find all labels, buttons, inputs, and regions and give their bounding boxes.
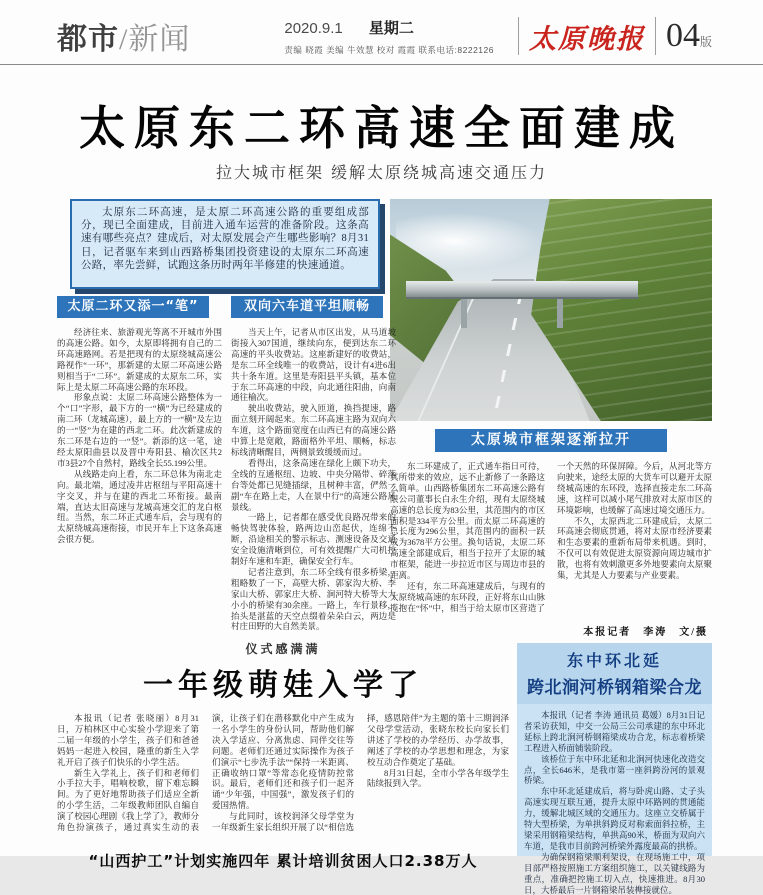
bridge-headline-line1: 东中环北延 (566, 651, 662, 670)
body-paragraph: 本报讯（记者 张晓丽）8月31日，万柏林区中心实验小学迎来了第二届一年级的小学生，孩子们和爸爸妈妈一起进入校园，隆重的新生入学礼开启了孩子们快乐的小学生活。 (57, 713, 199, 767)
body-paragraph: 该桥位于东中环北延和北涧河快速化改造交点，全长646米，是我市第一座斜跨汾河的景观桥梁。 (524, 753, 705, 786)
body-paragraph: 记者注意到，东二环全线有很多桥梁，粗略数了一下，高壁大桥、郭家沟大桥、李家山大桥、郭家庄大桥、涧河特大桥等大大小小的桥梁有30余座。一路上，车行景移，抬头是湛蓝的天空点缀着朵朵白云，两边是村庄田野的大自然美景。 (231, 566, 396, 632)
lead-photo-block (390, 199, 712, 638)
paper-logo: 太原晚报 (528, 23, 645, 54)
byline: 本报记者 李涛 文/摄 (583, 627, 708, 638)
main-headline: 太原东二环高速全面建成 (79, 101, 684, 155)
body-paragraph: 为确保钢箱梁顺利架设，在现场施工中，项目部严格按照施工方案组织施工，以关键线路为重点，准确把控施工切入点，快速推进。8月30日，大桥最后一片钢箱梁吊装榫接就位。 (524, 851, 705, 895)
framework-section-text (390, 461, 712, 619)
intro-box (70, 199, 380, 289)
body-paragraph: 从线路走向上看，东二环总体为南北走向。最北端，通过凌井店枢纽与平阳高速十字交叉，并与在建的西北二环衔接。最南端，直达太旧高速与龙城高速交汇的龙白枢纽。当然，东二环正式通车后，会与现有的太原绕城高速衔接，市民开车上下这条高速会很方便。 (57, 468, 222, 545)
body-paragraph: 8月31日起，全市小学各年级学生陆续报到入学。 (367, 767, 509, 789)
masthead-center (284, 17, 494, 56)
body-paragraph: 当天上午，记者从市区出发，从马道坡街接入307国道，继续向东，便到达东二环高速的平头收费站。这座新建好的收费站，是东二环全线唯一的收费站，设计有4进6出共十条车道。这里是寿阳县平头镇，基本位于东二环高速的中段，向北通往阳曲，向南通往榆次。 (231, 327, 396, 403)
school-kicker: 仪式感满满 (245, 642, 321, 656)
caregiver-program-headline: “山西护工”计划实施四年 累计培训贫困人口2.38万人 (88, 852, 478, 870)
school-headline: 一年级萌娃入学了 (143, 668, 423, 703)
masthead-divider-2 (655, 17, 656, 55)
intro-text: 太原东二环高速，是太原二环高速公路的重要组成部分，现已全面建成，目前进入通车运营的准备阶段。这条高速有哪些亮点？建成后，对太原发展会产生哪些影响？8月31日，记者驱车来到山西路桥集团投资建设的太原东二环高速公路，率先尝鲜，试跑这条历时两年半修建的快速通道。 (81, 207, 369, 271)
page-number (666, 17, 712, 55)
masthead-rule (0, 64, 763, 65)
column-heading: 太原二环又添一“笔” (57, 296, 209, 318)
body-paragraph: 一路上，记者都在感受优良路况带来的畅快驾驶体验，路两边山峦起伏，连绵不断，沿途相关的警示标志、测速设备及交通安全设施清晰到位，可有效提醒广大司机控制好车速和车距，确保安全行车。 (231, 512, 396, 567)
school-article (57, 640, 509, 871)
column-text (57, 327, 222, 627)
column-text (231, 327, 396, 632)
body-paragraph: 新生入学礼上，孩子们和老师们小手拉大手，唱响校歌，留下难忘瞬间。为了更好地帮助孩子们适应全新的小学生活，二年级教师团队自编自演了校园心理剧《我上学了》，教师分角色扮演孩子，通过真实生动的表演，让孩子们在潜移默化中产生成为一名小学生的身份认同，帮助他们解决入学适应、分离焦虑、同伴交往等问题。老师们还通过实际操作为孩子们演示“七步洗手法”“保持一米距离、正确收纳口罩”等常态化疫情防控常识。最后，老师们还和孩子们一起齐诵“少年强，中国强”，激发孩子们的爱国热情。 (57, 713, 354, 833)
bridge-article (517, 643, 712, 895)
body-paragraph: 本报讯（记者 李涛 通讯员 葛媛）8月31日记者采访获知，中交一公局三公司承建的东中环北延标上跨北涧河桥钢箱梁成功合龙，标志着桥梁工程进入桥面铺装阶段。 (524, 710, 705, 753)
body-paragraph: 看得出，这条高速在绿化上颇下功夫，全线的互通枢纽、边坡、中央分隔带、碎落台等处都已见缝插绿，且树种丰富，俨然一副“车在路上走，人在景中行”的高速公路风景线。 (231, 457, 396, 512)
column-heading: 双向六车道平坦顺畅 (231, 296, 383, 318)
photo-overpass-bridge (406, 281, 638, 299)
photo-bridge-pier (557, 297, 563, 328)
date-row (284, 17, 494, 38)
section-lanes-column (231, 296, 396, 632)
body-paragraph: 不久，太原西北二环建成后，太原二环高速会彻底贯通，将对太原市经济要素和生态要素的重新布局带来机遇。到时，不仅可以有效促进太原资源向周边城市扩散，也将有效刺激更多外地要素向太原聚集，尤其是人力要素与产业要素。 (557, 515, 712, 581)
issue-date: 2020.9.1 (284, 19, 343, 37)
body-paragraph: 东二环建成了，正式通车指日可待，其所带来的效应，远不止新修了一条路这么简单。山西路桥集团东二环高速公路有限公司董事长白永生介绍，现有太原绕城高速的总长度为83公里，其范围内的市区面积是334平方公里。而太原二环高速的总长度为296公里，其范围内的面积一跃成为3678平方公里。换句话说，太原二环高速全部建成后，相当于拉开了太原的城市框架，能进一步拉近市区与周边市县的距离。 (390, 461, 545, 581)
masthead-divider (518, 17, 519, 55)
body-paragraph: 经济往来、旅游观光等离不开城市外围的高速公路。如今，太原即将拥有自己的二环高速路网。若是把现有的太原绕城高速公路视作“一环”，那新建的太原二环高速公路则相当于“二环”。新建成的太原东二环，实际上是太原二环高速公路的东环段。 (57, 327, 222, 392)
bridge-headline (517, 643, 712, 704)
body-paragraph: 驶出收费站，驶入匝道，换挡提速，路面立刻开阔起来。东二环高速主路为双向六车道，这个路面宽度在山西已有的高速公路中算上是宽敞，路面格外平坦、顺畅，标志标线清晰醒目，两侧景致缓缓而过。 (231, 403, 396, 457)
photo-bridge-pier (461, 297, 467, 328)
page-number-value: 04 (665, 17, 700, 54)
main-subhead: 拉大城市框架 缓解太原绕城高速交通压力 (215, 163, 548, 182)
section-name: 都市 (57, 23, 119, 56)
page-number-label: 版 (699, 35, 712, 49)
expressway-photo (390, 199, 712, 421)
bridge-headline-line2: 跨北涧河桥钢箱梁合龙 (527, 678, 702, 698)
body-paragraph: 形象点说：太原二环高速公路整体为一个“口”字形，最下方的一“横”为已经建成的南二环（龙城高速），最上方的一“横”及左边的一“竖”为在建的西北二环。此次新建成的东二环是右边的一“竖”。新添的这一笔，途经太原阳曲县以及晋中寿阳县、榆次区共2市3县27个自然村，路线全长55.199公里。 (57, 392, 222, 468)
body-paragraph: 东中环北延建成后，将与卧虎山路、丈子头高速实现互联互通，提升太原中环路网的贯通能力，缓解北城区域的交通压力。这座立交桥属于特大型桥梁，为单拱斜跨反对称索面斜拉桥，主梁采用钢箱梁结构，单拱高90米，桥面为双向六车道，是我市目前跨河桥梁外露度最高的拱桥。 (524, 786, 705, 851)
section-subname: /新闻 (119, 23, 191, 56)
school-article-text (57, 713, 509, 843)
section-ring-column (57, 296, 222, 627)
body-paragraph: 还有，东二环高速建成后，与现有的太原绕城高速的东环段，正好将东山山脉揽抱在“怀”中，相当于给太原市区营造了一个天然的环保屏障。今后，从河北等方向驶来，途经太原的大货车可以避开太原绕城高速的东环段，选择直接走东二环高速，这样可以减小尾气排放对太原市区的环境影响，也缓解了高速过境交通压力。 (390, 461, 712, 613)
section-title (57, 14, 190, 58)
bridge-article-text (517, 704, 712, 895)
masthead (57, 10, 712, 62)
body-paragraph: 与此同时，该校润泽父母学堂为一年级新生家长组织开展了以“相信选择，感恩陪伴”为主题的第十三期润泽父母学堂活动，张晓东校长向家长们讲述了学校的办学经历、办学故事，阐述了学校的办学思想和理念，为家校互动合作奠定了基础。 (212, 713, 509, 833)
staff-line: 责编 晓霞 美编 牛效慧 校对 霞霞 联系电话:8222126 (284, 44, 494, 55)
photo-caption: 太原城市框架逐渐拉开 (435, 429, 667, 452)
issue-weekday: 星期二 (368, 19, 414, 37)
